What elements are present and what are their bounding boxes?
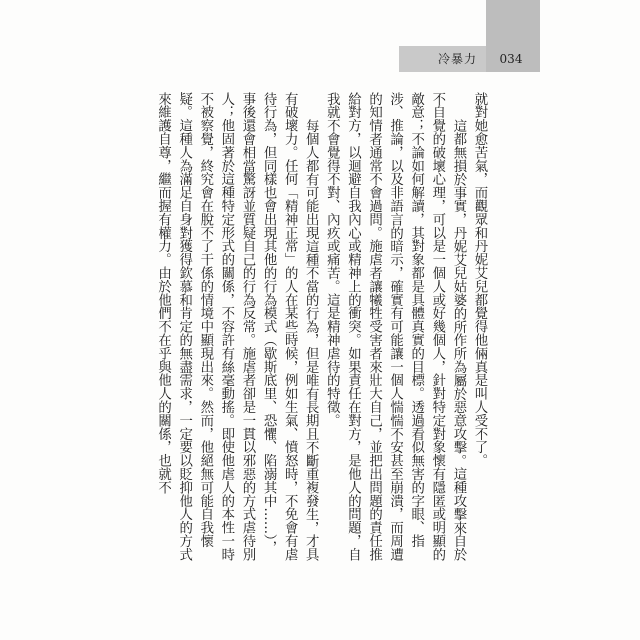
page-number: 034 <box>499 52 523 66</box>
vertical-text-body <box>150 92 490 562</box>
paragraph-3: 每個人都有可能出現這種不當的行為，但是唯有長期且不斷重複發生，才具有破壞力。任何「精神正常」的人在某些時候，例如生氣、憤怒時，不免會有虐待行為，但同樣也會出現其他的行為模式（歇斯底里、恐懼、陷溺其中……），事後還會相當驚訝並質疑自己的行為反常。施虐者卻是一貫以邪惡的方式虐待別人；他固著於這種特定形式的關係，不容許有絲毫動搖。即使他虐人的本性一時不被察覺，終究會在脫不了干係的情境中顯現出來。然而，他絕無可能自我懷疑。這種人為滿足自身對獲得欽慕和肯定的無盡需求，一定要以貶抑他人的方式來維護自尊，繼而握有權力。由於他們不在乎與他人的關係，也就不 <box>155 92 319 561</box>
paragraph-2: 這都無損於事實，丹妮艾兒姑婆的所作所為屬於惡意攻擊。這種攻擊來自於不自覺的破壞心理，可以是一個人或好幾個人，針對特定對象懷有隱匿或明顯的敵意；不論如何解讀，其對象都是具體真實的目標。透過看似無害的字眼、指涉、推論，以及非語言的暗示，確實有可能讓一個人惴惴不安甚至崩潰，而周遭的知情者通常不會過問。施虐者讓犧牲受害者來壯大自己，並把出問題的責任推給對方，以迴避自我內心或精神上的衝突。如果責任在對方，是他人的問題，自我就不會覺得不對、內疚或痛苦。這是精神虐待的特徵。 <box>324 92 466 561</box>
running-head: 冷暴力 <box>438 52 478 66</box>
paragraph-1: 就對她愈苦氣，而觀眾和丹妮艾兒都覺得他倆真是叫人受不了。 <box>472 92 487 468</box>
